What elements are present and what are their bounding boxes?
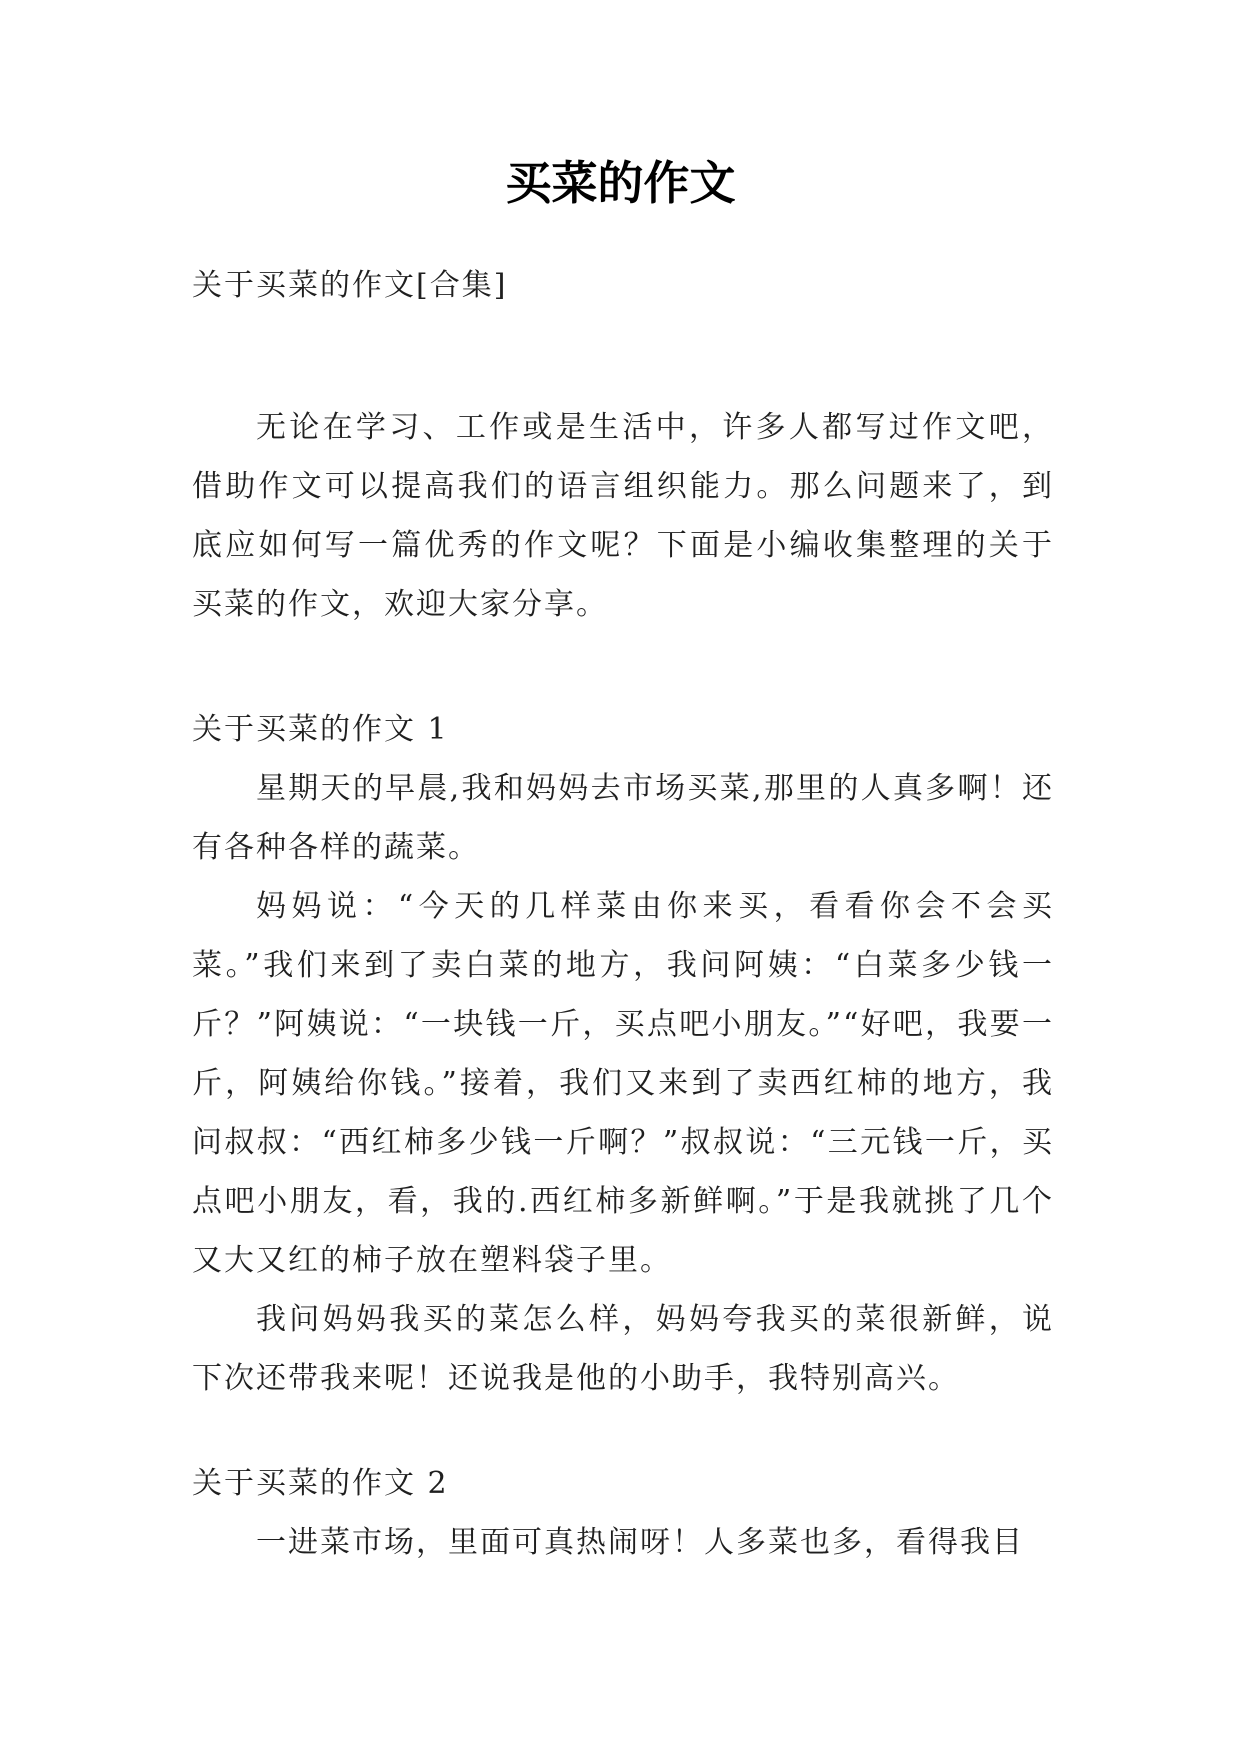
section-1-body (192, 759, 1054, 1408)
section-2-heading: 关于买菜的作文 2 (192, 1466, 449, 1501)
document-subtitle: 关于买菜的作文[合集] (192, 268, 508, 303)
intro-paragraph: 无论在学习、工作或是生活中，许多人都写过作文吧，借助作文可以提高我们的语言组织能力。那么问题来了，到底应如何写一篇优秀的作文呢？下面是小编收集整理的关于买菜的作文，欢迎大家分享。 (192, 410, 1054, 622)
section-1-paragraph-3: 我问妈妈我买的菜怎么样，妈妈夸我买的菜很新鲜，说下次还带我来呢！还说我是他的小助手，我特别高兴。 (192, 1302, 1054, 1396)
document-title: 买菜的作文 (505, 156, 736, 210)
section-2-paragraph-1: 一进菜市场，里面可真热闹呀！人多菜也多，看得我目 (256, 1525, 1024, 1560)
section-2-body (192, 1513, 1054, 1572)
section-1-paragraph-2: 妈妈说：“今天的几样菜由你来买，看看你会不会买菜。”我们来到了卖白菜的地方，我问阿姨：“白菜多少钱一斤？”阿姨说：“一块钱一斤，买点吧小朋友。”“好吧，我要一斤，阿姨给你钱。”接着，我们又来到了卖西红柿的地方，我问叔叔：“西红柿多少钱一斤啊？”叔叔说：“三元钱一斤，买点吧小朋友，看，我的.西红柿多新鲜啊。”于是我就挑了几个又大又红的柿子放在塑料袋子里。 (192, 889, 1054, 1278)
section-1-paragraph-1: 星期天的早晨,我和妈妈去市场买菜,那里的人真多啊！还有各种各样的蔬菜。 (192, 771, 1054, 865)
section-1-heading: 关于买菜的作文 1 (192, 712, 449, 747)
